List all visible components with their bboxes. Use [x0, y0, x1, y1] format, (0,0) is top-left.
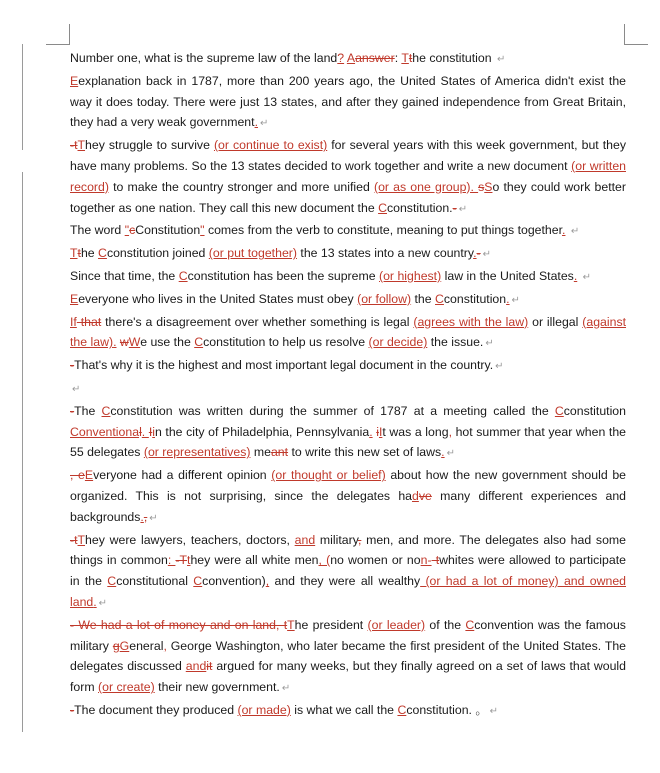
tracked-insertion: C [465, 617, 475, 632]
tracked-insertion: (or made) [237, 702, 291, 717]
paragraph-mark-icon: ↵ [149, 512, 158, 524]
text-run: whites were allowed to participate in the [70, 553, 626, 589]
revision-change-bar [22, 172, 23, 732]
tracked-insertion: . [562, 223, 566, 238]
tracked-insertion: t [187, 553, 191, 568]
text-run: constitution. [386, 200, 453, 215]
paragraph[interactable] [70, 615, 626, 700]
tracked-insertion: T [77, 532, 86, 547]
text-run: no women or no [330, 553, 421, 568]
tracked-deletion: , [143, 509, 148, 524]
tracked-insertion: , [265, 574, 270, 589]
text-run: Number one, what is the supreme law of the land [70, 51, 338, 65]
tracked-deletion: s [478, 179, 485, 194]
text-run: constitution [443, 291, 507, 306]
tracked-deletion: t [431, 553, 440, 568]
tracked-insertion: C [98, 246, 107, 261]
paragraph-mark-icon: ↵ [72, 383, 81, 395]
text-run: many different experiences and backgrounds [70, 488, 626, 524]
tracked-insertion: " [200, 223, 205, 238]
tracked-insertion: C [194, 335, 204, 350]
text-run: hey struggle to survive [85, 138, 214, 153]
text-run: o they could work better together as one nation. They call this new document the [70, 179, 626, 215]
tracked-insertion: . [93, 594, 97, 609]
tracked-deletion: ant [270, 445, 289, 460]
tracked-insertion: E [70, 73, 79, 88]
tracked-insertion: : [167, 553, 176, 568]
tracked-deletion: g [112, 638, 120, 653]
tracked-insertion: (or written record) [70, 158, 626, 194]
text-run: there's a disagreement over whether something is legal [101, 314, 414, 329]
text-run: convention was the famous military [70, 617, 626, 653]
tracked-insertion: (or follow) [357, 291, 412, 306]
paragraph-mark-icon: ↵ [482, 249, 492, 261]
crop-mark-top-left-vertical [69, 24, 70, 44]
tracked-insertion: and [294, 532, 316, 547]
tracked-deletion: answer [355, 51, 395, 65]
tracked-insertion: If [70, 314, 77, 329]
paragraph[interactable] [70, 465, 626, 529]
tracked-insertion: d [412, 488, 419, 503]
paragraph-mark-icon: ↵ [495, 361, 504, 373]
paragraph[interactable] [70, 355, 626, 378]
tracked-insertion: C [101, 403, 111, 418]
tracked-deletion: - We had a lot of money and on land, t [70, 617, 288, 632]
text-run: George Washington, who later became the first president of the United States. The delegates discussed [70, 638, 627, 674]
text-run: constitution to help us resolve [203, 335, 369, 350]
paragraph-mark-icon: ↵ [570, 226, 580, 238]
tracked-insertion: i [152, 424, 155, 439]
tracked-deletion: c [129, 223, 136, 238]
tracked-insertion: S [484, 179, 493, 194]
paragraph[interactable] [70, 312, 626, 356]
crop-mark-top-right-vertical [624, 24, 625, 44]
tracked-deletion: -t [70, 532, 78, 547]
tracked-insertion: (or decide) [368, 335, 428, 350]
tracked-insertion: , [448, 424, 452, 439]
text-run: to write this new set of laws [288, 445, 442, 460]
tracked-deletion: , e [70, 468, 85, 483]
tracked-insertion: . [470, 179, 479, 194]
tracked-insertion: T [77, 138, 86, 153]
text-run: or illegal [528, 314, 583, 329]
tracked-insertion: C [178, 268, 188, 283]
tracked-insertion: (or highest) [379, 268, 442, 283]
text-run: law in the United States [441, 268, 574, 283]
tracked-insertion: . [140, 509, 144, 524]
text-run: me [250, 445, 271, 460]
tracked-insertion: (against the law) [70, 314, 627, 350]
tracked-deletion: - [70, 403, 75, 418]
crop-mark-top-right-horizontal [624, 44, 648, 45]
revision-change-bar [22, 44, 23, 150]
paragraph[interactable] [70, 700, 626, 723]
paragraph[interactable] [70, 220, 626, 243]
tracked-deletion: l [139, 424, 142, 439]
paragraph[interactable] [70, 135, 626, 220]
text-run: men, and more. The delegates also had some things in common [70, 532, 627, 568]
tracked-deletion: t [77, 246, 81, 261]
tracked-insertion: . [573, 268, 578, 283]
text-run: he president [294, 617, 368, 632]
paragraph[interactable] [70, 378, 626, 401]
paragraph-mark-icon: ↵ [446, 448, 455, 460]
text-run: constitution has been the supreme [187, 268, 379, 283]
tracked-insertion: C [378, 200, 387, 215]
text-run: the issue. [427, 335, 484, 350]
tracked-insertion: T [287, 617, 295, 632]
tracked-insertion: C [193, 574, 203, 589]
text-run: The document they produced [74, 702, 238, 717]
text-run: to make the country stronger and more unified [108, 179, 374, 194]
tracked-insertion: (or create) [98, 680, 155, 695]
text-run: argued for many weeks, but they finally agreed on a set of laws that would form [70, 659, 626, 695]
tracked-deletion: it [206, 659, 213, 674]
text-run: n the city of Philadelphia, Pennsylvania [154, 424, 370, 439]
paragraph-mark-icon: ↵ [98, 597, 108, 609]
text-run: Since that time, the [70, 268, 179, 283]
text-run [577, 269, 580, 283]
tracked-deletion: - [70, 702, 75, 717]
paragraph-mark-icon: ↵ [489, 705, 499, 717]
text-run: explanation back in 1787, more than 200 years ago, the United States of America didn't exist the way it does today. There were just 13 states, and after they gained independence from Great Britain, they had a very weak government [70, 73, 626, 130]
text-run: e use the [140, 335, 195, 350]
tracked-insertion: . [473, 246, 477, 261]
tracked-insertion: n [420, 553, 428, 568]
crop-mark-top-left-horizontal [46, 44, 70, 45]
tracked-deletion: ve [418, 488, 432, 503]
tracked-deletion: i [376, 424, 379, 439]
tracked-insertion: (or representatives) [143, 445, 251, 460]
paragraph-mark-icon: ↵ [259, 118, 269, 130]
paragraph-mark-icon: ↵ [281, 683, 291, 695]
tracked-insertion: E [70, 291, 79, 306]
tracked-deletion: -t [70, 138, 78, 153]
paragraph-mark-icon: ↵ [582, 271, 592, 283]
paragraph[interactable] [70, 289, 626, 312]
tracked-insertion: - [427, 553, 432, 568]
text-run: constitution. 。 [406, 702, 488, 717]
text-run: eneral [129, 638, 164, 653]
tracked-insertion: (or leader) [367, 617, 426, 632]
tracked-insertion: T [70, 246, 78, 261]
tracked-insertion: . [113, 335, 117, 350]
tracked-deletion: that [76, 314, 102, 329]
tracked-insertion: (or continue to exist) [213, 138, 328, 153]
text-run: is what we call the [290, 702, 398, 717]
text-run: the [411, 291, 436, 306]
tracked-insertion: C [107, 574, 117, 589]
text-run: constitution joined [106, 246, 209, 261]
tracked-insertion: I [378, 424, 383, 439]
tracked-deletion: - [476, 246, 481, 261]
text-run: hot summer that year when the 55 delegates [70, 424, 627, 460]
tracked-deletion: w [119, 335, 129, 350]
paragraph-mark-icon: ↵ [485, 338, 494, 350]
tracked-insertion: . [369, 424, 373, 439]
text-run: of the [425, 617, 466, 632]
tracked-insertion: G [119, 638, 130, 653]
tracked-deletion: -T [175, 553, 188, 568]
text-run: comes from the verb to constitute, meaning to put things together [204, 223, 563, 238]
text-run [565, 223, 568, 237]
tracked-insertion: . [506, 291, 510, 306]
tracked-insertion: (or thought or belief) [271, 468, 386, 483]
text-run: convention) [202, 574, 266, 589]
text-run: their new government. [154, 680, 280, 695]
text-run: That's why it is the highest and most important legal document in the country. [74, 358, 494, 373]
tracked-insertion: ? [337, 51, 345, 65]
text-run: everyone who lives in the United States must obey [78, 291, 358, 306]
tracked-deletion: I [148, 424, 153, 439]
paragraph-mark-icon: ↵ [511, 294, 520, 306]
tracked-deletion: - [452, 200, 457, 215]
text-run: constitutional [116, 574, 194, 589]
tracked-insertion: , ( [318, 553, 331, 568]
text-run: Constitution [135, 223, 201, 238]
tracked-insertion: W [128, 335, 141, 350]
text-run: constitution was written during the summer of 1787 at a meeting called the [110, 403, 555, 418]
text-run: : [394, 51, 402, 65]
tracked-insertion: . [141, 424, 149, 439]
tracked-insertion: A [346, 51, 356, 65]
tracked-insertion: E [84, 468, 94, 483]
text-run: for several years with this week government, but they have many problems. So the 13 states decided to work together and write a new document [70, 138, 626, 173]
text-run: he [80, 246, 99, 261]
tracked-insertion: (agrees with the law) [413, 314, 529, 329]
tracked-insertion: Conventiona [70, 424, 140, 439]
tracked-insertion: T [401, 51, 409, 65]
text-run: he constitution [412, 51, 495, 65]
tracked-insertion: (or had a lot of money) and owned land [70, 574, 627, 609]
paragraph[interactable] [70, 48, 626, 71]
tracked-insertion: C [435, 291, 444, 306]
paragraph[interactable] [70, 266, 626, 289]
paragraph[interactable] [70, 243, 626, 266]
document-body[interactable] [70, 48, 626, 723]
tracked-insertion: (or as one group) [373, 179, 471, 194]
text-run: t was a long [382, 424, 449, 439]
text-run: military [315, 532, 358, 547]
tracked-insertion: . [441, 445, 445, 460]
text-run: The word [70, 223, 125, 238]
tracked-deletion: - [70, 358, 75, 373]
tracked-insertion: C [554, 403, 564, 418]
text-run: about how the new government should be organized. This is not surprising, since the delegates ha [70, 468, 626, 503]
paragraph-mark-icon: ↵ [497, 54, 506, 65]
tracked-insertion: " [124, 223, 130, 238]
text-run: the 13 states into a new country [296, 246, 474, 261]
text-run: and they were all wealthy [269, 574, 421, 589]
text-run: veryone had a different opinion [93, 468, 272, 483]
text-run: hey were lawyers, teachers, doctors, [85, 532, 295, 547]
text-run: constitution [563, 403, 626, 418]
tracked-deletion: t [408, 51, 413, 65]
tracked-insertion: (or put together) [208, 246, 297, 261]
tracked-insertion: . [254, 115, 258, 130]
tracked-insertion: and [185, 659, 207, 674]
paragraph[interactable] [70, 71, 626, 135]
tracked-insertion: C [397, 702, 407, 717]
text-run: hey were all white men [190, 553, 319, 568]
paragraph[interactable] [70, 401, 626, 465]
paragraph-mark-icon: ↵ [458, 203, 468, 215]
text-run: The [74, 403, 102, 418]
tracked-insertion: , [163, 638, 167, 653]
tracked-deletion: , [357, 532, 362, 547]
paragraph[interactable] [70, 530, 626, 615]
